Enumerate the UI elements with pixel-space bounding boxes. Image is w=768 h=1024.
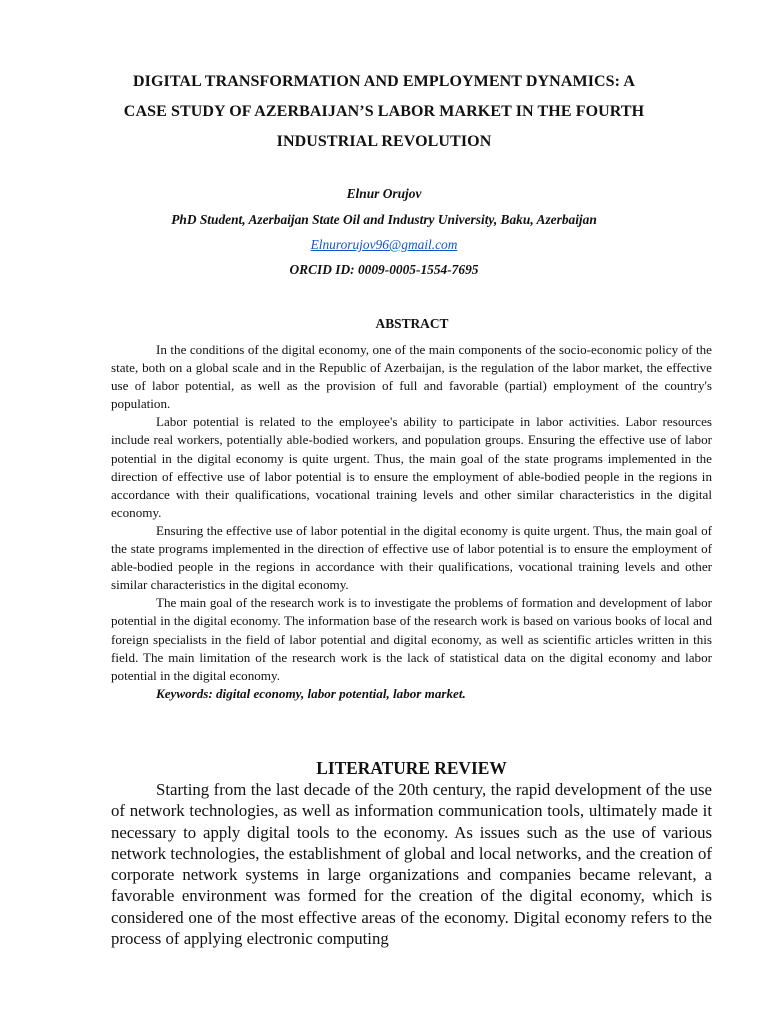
title-line-2: CASE STUDY OF AZERBAIJAN’S LABOR MARKET IN THE FOURTH [123,103,645,120]
abstract-body [111,341,712,703]
literature-review-body [111,779,712,949]
keywords-line: Keywords: digital economy, labor potential, labor market. [156,685,466,701]
abstract-paragraph-3: Ensuring the effective use of labor potential in the digital economy is quite urgent. Thus, the main goal of the state programs implemented in the direction of effective use of labor potential is to ensure the employment of able-bodied people in the regions in accordance with their qualifications, vocational training levels and other similar characteristics in the digital economy. [111,522,712,593]
abstract-paragraph-4: The main goal of the research work is to investigate the problems of formation and development of labor potential in the digital economy. The information base of the research work is based on various books of local and foreign specialists in the field of labor potential and digital economy, as well as scientific articles written in this field. The main limitation of the research work is the lack of statistical data on the digital economy and labor potential in the digital economy. [111,595,712,683]
author-name: Elnur Orujov [346,186,422,201]
author-email-line [56,236,712,254]
author-email-link[interactable]: Elnurorujov96@gmail.com [310,237,458,252]
abstract-paragraph-1: In the conditions of the digital economy, one of the main components of the socio-economic policy of the state, both on a global scale and in the Republic of Azerbaijan, is the regulation of the labor market, the effective use of labor potential, as well as the provision of full and favorable (partial) employment of the country's population. [111,342,712,412]
abstract-paragraph-2: Labor potential is related to the employee's ability to participate in labor activities. Labor resources include real workers, potentially able-bodied workers, and population groups. Ensuring the effective use of labor potential in the digital economy is quite urgent. Thus, the main goal of the state programs implemented in the direction of effective use of labor potential is to ensure the employment of able-bodied people in the regions in accordance with their qualifications, vocational training levels and other similar characteristics in the digital economy. [111,414,712,520]
literature-review-paragraph: Starting from the last decade of the 20th century, the rapid development of the use of network technologies, as well as information communication tools, ultimately made it necessary to apply digital tools to the economy. As issues such as the use of various network technologies, the establishment of global and local networks, and the creation of corporate network systems in large organizations and companies became relevant, a favorable environment was formed for the creation of the digital economy, which is considered one of the most effective areas of the economy. Digital economy refers to the process of applying electronic computing [111,780,712,949]
author-affiliation: PhD Student, Azerbaijan State Oil and Industry University, Baku, Azerbaijan [171,212,597,227]
title-line-1: DIGITAL TRANSFORMATION AND EMPLOYMENT DYNAMICS: A [133,73,635,90]
literature-review-heading: LITERATURE REVIEW [316,758,507,778]
abstract-heading: ABSTRACT [375,316,449,331]
title-line-3: INDUSTRIAL REVOLUTION [276,133,492,150]
author-orcid: ORCID ID: 0009-0005-1554-7695 [289,262,479,277]
paper-title [56,67,712,157]
